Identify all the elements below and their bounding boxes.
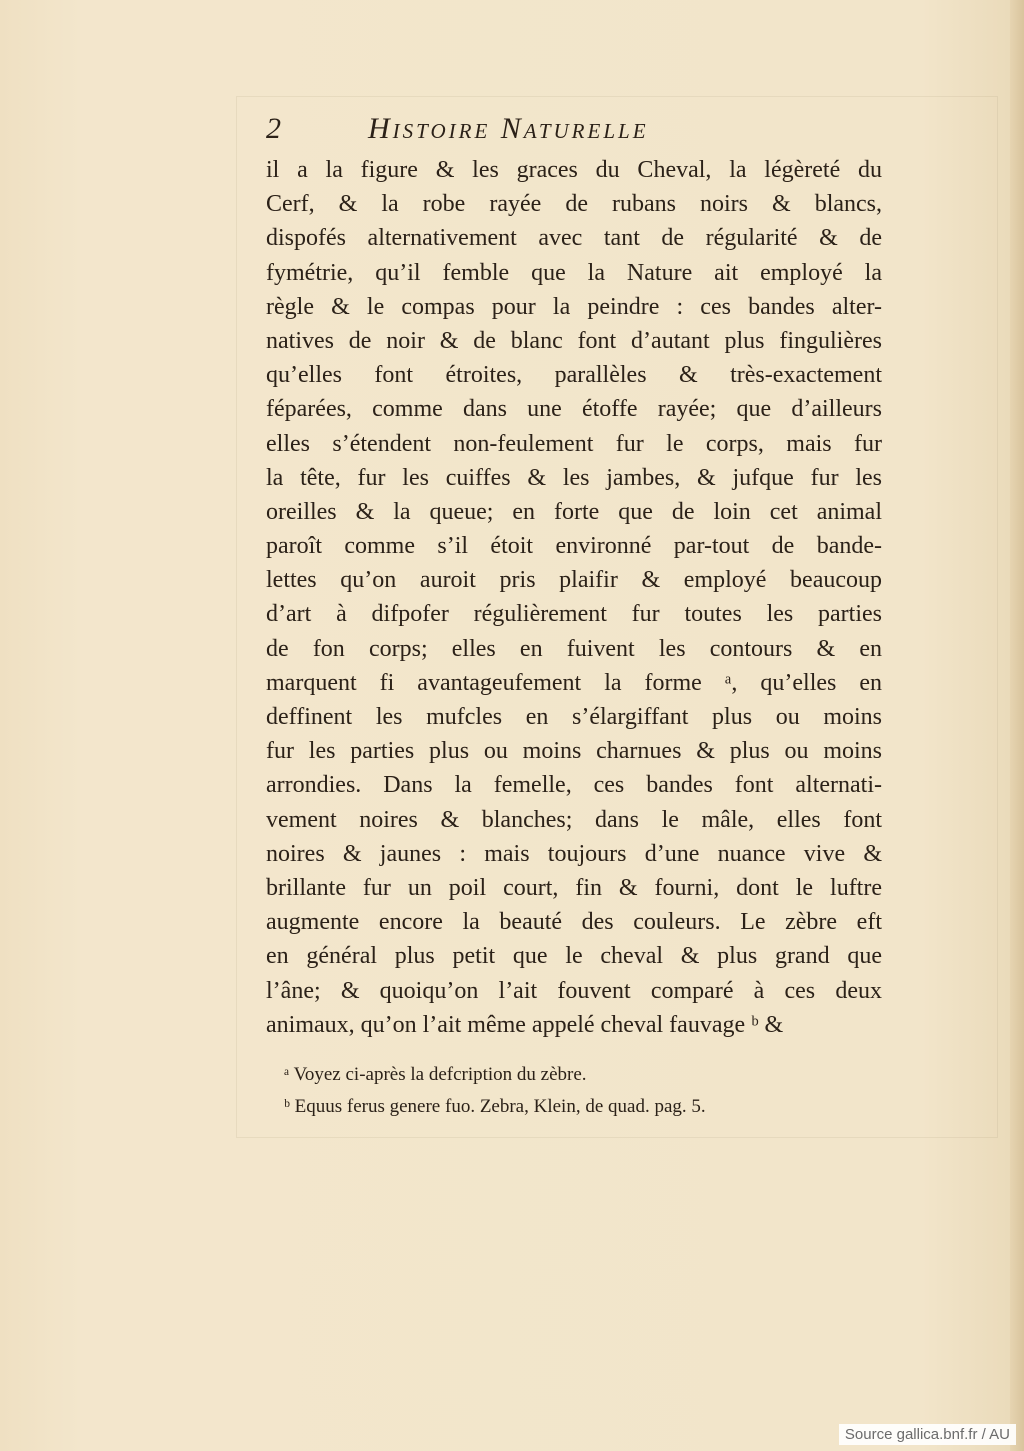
text-line: marquent fi avantageufement la forme ᵃ, qu’elles en	[266, 669, 882, 696]
text-line: dispofés alternativement avec tant de régularité & de	[266, 225, 882, 252]
text-line: il a la figure & les graces du Cheval, la légèreté du	[266, 157, 882, 183]
footnotes	[284, 1059, 844, 1123]
text-line: en général plus petit que le cheval & plus grand que	[266, 943, 882, 970]
text-line: lettes qu’on auroit pris plaifir & employé beaucoup	[266, 567, 882, 594]
source-label: Source gallica.bnf.fr / AU	[839, 1424, 1016, 1445]
page-number: 2	[266, 112, 281, 145]
text-line: animaux, qu’on l’ait même appelé cheval fauvage ᵇ &	[266, 1011, 784, 1038]
text-line: natives de noir & de blanc font d’autant plus fingulières	[266, 327, 882, 354]
body-text	[266, 153, 882, 1042]
text-line: brillante fur un poil court, fin & fourni, dont le luftre	[266, 874, 882, 901]
running-head	[266, 112, 886, 146]
text-line: oreilles & la queue; en forte que de loin cet animal	[266, 498, 882, 525]
text-line: elles s’étendent non-feulement fur le corps, mais fur	[266, 430, 882, 457]
text-line: vement noires & blanches; dans le mâle, elles font	[266, 806, 882, 833]
text-line: d’art à difpofer régulièrement fur toutes les parties	[266, 601, 882, 628]
text-line: noires & jaunes : mais toujours d’une nuance vive &	[266, 840, 882, 867]
text-line: règle & le compas pour la peindre : ces bandes alter-	[266, 293, 882, 320]
text-line: fur les parties plus ou moins charnues & plus ou moins	[266, 738, 882, 765]
footnote-b: ᵇ Equus ferus genere fuo. Zebra, Klein, de quad. pag. 5.	[284, 1096, 706, 1117]
text-line: augmente encore la beauté des couleurs. Le zèbre eft	[266, 909, 882, 936]
text-line: féparées, comme dans une étoffe rayée; que d’ailleurs	[266, 396, 882, 423]
text-line: la tête, fur les cuiffes & les jambes, & jufque fur les	[266, 464, 882, 491]
page-gutter	[1010, 0, 1024, 1451]
text-line: Cerf, & la robe rayée de rubans noirs & blancs,	[266, 191, 882, 218]
footnote-a: ᵃ Voyez ci-après la defcription du zèbre.	[284, 1064, 587, 1085]
text-line: l’âne; & quoiqu’on l’ait fouvent comparé à ces deux	[266, 977, 882, 1004]
text-line: de fon corps; elles en fuivent les contours & en	[266, 635, 882, 662]
text-line: deffinent les mufcles en s’élargiffant plus ou moins	[266, 704, 882, 730]
text-line: qu’elles font étroites, parallèles & très-exactement	[266, 362, 882, 389]
text-line: arrondies. Dans la femelle, ces bandes font alternati-	[266, 772, 882, 799]
text-line: paroît comme s’il étoit environné par-tout de bande-	[266, 533, 882, 560]
running-title: Histoire Naturelle	[368, 112, 649, 145]
text-line: fymétrie, qu’il femble que la Nature ait employé la	[266, 259, 882, 286]
